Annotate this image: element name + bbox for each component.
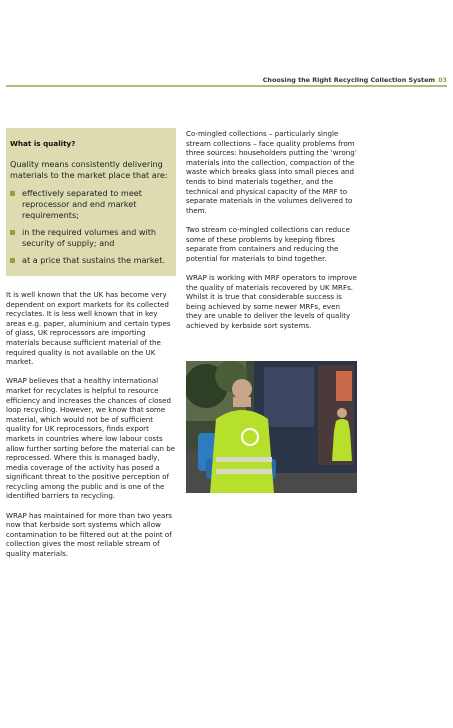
quality-list (10, 188, 176, 272)
page-number: 03 (438, 76, 447, 84)
left-column (6, 290, 179, 568)
paragraph: WRAP is working with MRF operators to improve the quality of materials recovered by UK MRFs. Whilst it is true that considerable success is being achieved by some newer MRFs, even they are unable to deliver the levels of quality achieved by kerbside sort systems. (186, 272, 357, 330)
box-heading: What is quality? (10, 139, 76, 148)
square-bullet-icon (10, 191, 15, 196)
right-column (186, 129, 358, 340)
list-item-text: effectively separated to meet reprocessor and end market requirements; (22, 188, 142, 220)
paragraph: WRAP has maintained for more than two years now that kerbside sort systems which allow contamination to be filtered out at the point of collection gives the most reliable stream of quality materials. (6, 510, 172, 559)
recycling-collection-photo (186, 361, 357, 493)
paragraph: Co-mingled collections – particularly single stream collections – face quality problems from three sources: householders putting the ‘wrong’ materials into the collection, compaction of the waste which breaks glass into small pieces and tends to bind materials together, and the technical and physical capacity of the MRF to separate materials in the volumes delivered to them. (186, 129, 357, 215)
list-item-text: at a price that sustains the market. (22, 255, 165, 265)
header-rule (6, 85, 447, 87)
box-intro: Quality means consistently delivering materials to the market place that are: (10, 159, 168, 180)
running-header (150, 76, 447, 84)
paragraph: WRAP believes that a healthy international market for recyclates is helpful to resource efficiency and increases the chances of closed loop recycling. However, we know that some material, which would not be of sufficient quality for UK reprocessors, finds export markets in countries where low labour costs allow further sorting before the material can be reprocessed. Where this is managed badly, media coverage of the activity has posed a significant threat to the positive perception of recycling among the public and is one of the identified barriers to recycling. (6, 376, 176, 501)
square-bullet-icon (10, 258, 15, 263)
paragraph: Two stream co-mingled collections can reduce some of these problems by keeping fibres separate from containers and reducing the potential for materials to bind together. (186, 224, 350, 263)
photo-illustration (186, 361, 357, 493)
square-bullet-icon (10, 230, 15, 235)
header-title: Choosing the Right Recycling Collection System (262, 76, 436, 84)
list-item (10, 227, 176, 249)
list-item-text: in the required volumes and with security of supply; and (22, 227, 157, 248)
list-item (10, 188, 176, 221)
quality-sidebar-box (6, 128, 176, 276)
paragraph: It is well known that the UK has become very dependent on export markets for its collected recyclates. It is less well known that in key areas e.g. paper, aluminium and certain types of glass, UK reprocessors are importing materials because sufficient material of the required quality is not available on the UK market. (6, 290, 171, 367)
list-item (10, 255, 176, 266)
